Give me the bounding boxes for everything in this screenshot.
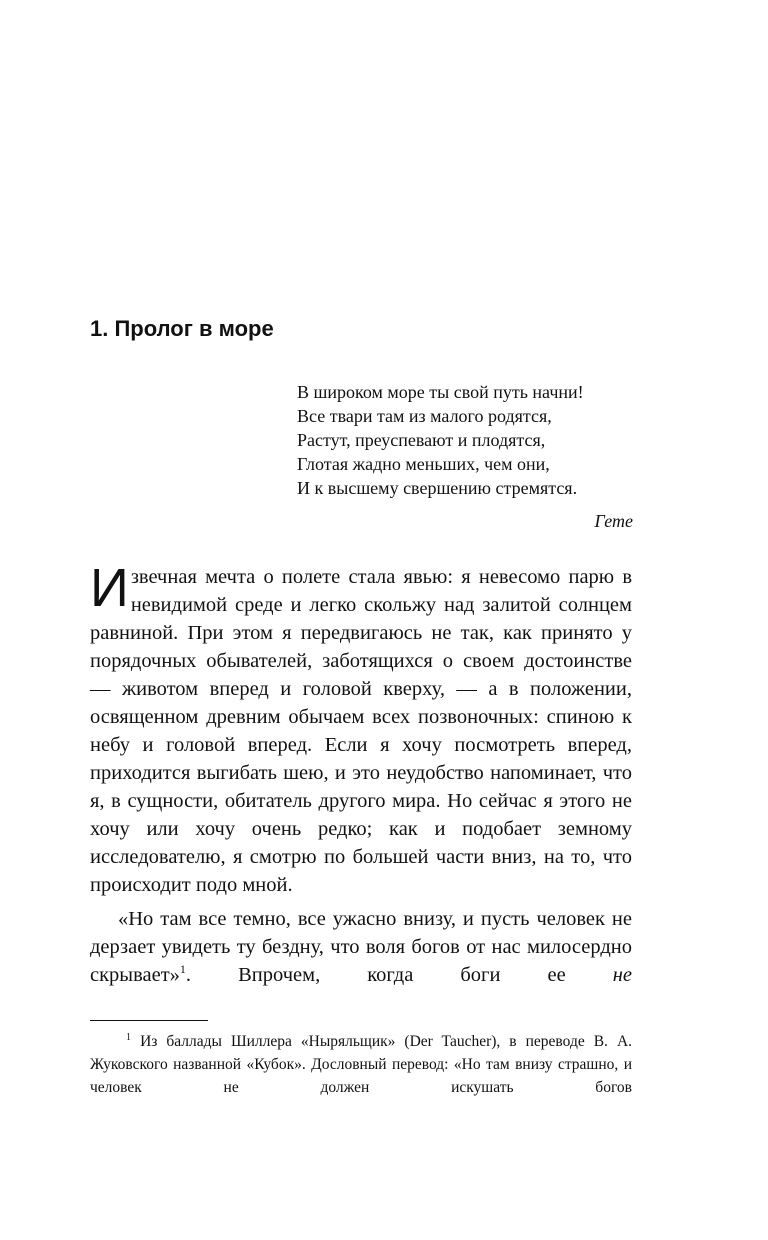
epigraph-author: Гете xyxy=(594,511,633,531)
footnote-mark: 1 xyxy=(126,1031,132,1043)
body-text xyxy=(90,558,632,989)
chapter-title: 1. Пролог в море xyxy=(90,316,274,341)
footnote-text: Из баллады Шиллера «Ныряльщик» (Der Taucher), в переводе В. А. Жуковского названной «Кубок». Дословный перевод: «Но там внизу страшно, и человек не должен искушать богов xyxy=(90,1033,633,1096)
drop-cap: И xyxy=(90,558,129,618)
epigraph-line: Растут, преуспевают и плодятся, xyxy=(297,430,546,450)
footnote-divider xyxy=(90,1020,208,1021)
paragraph-2-text-b: . Впрочем, когда боги ее xyxy=(185,964,613,986)
paragraph-1-text: звечная мечта о полете стала явью: я невесомо парю в невидимой среде и легко скольжу над залитой солнцем равниной. При этом я передвигаюсь не так, как принято у порядочных обывателей, заботящихся о своем достоинстве — животом вперед и головой кверху, — а в положении, освященном древним обычаем всех позвоночных: спиною к небу и головой вперед. Если я хочу посмотреть вперед, приходится выгибать шею, и это неудобство напоминает, что я, в сущности, обитатель другого мира. Но сейчас я этого не хочу или хочу очень редко; как и подобает земному исследователю, я смотрю по большей части вниз, на то, что происходит подо мной. xyxy=(90,566,632,896)
paragraph-2 xyxy=(90,905,632,989)
paragraph-2-italic: не xyxy=(612,964,632,986)
footnote xyxy=(90,1030,632,1099)
epigraph-line: И к высшему свершению стремятся. xyxy=(297,478,578,498)
footnote-reference: 1 xyxy=(179,962,186,977)
epigraph-line: В широком море ты свой путь начни! xyxy=(297,382,584,402)
epigraph xyxy=(297,380,633,533)
paragraph-2-text-a: «Но там все темно, все ужасно внизу, и пусть человек не дерзает увидеть ту бездну, что воля богов от нас милосердно скрывает» xyxy=(90,908,632,986)
epigraph-line: Все твари там из малого родятся, xyxy=(297,406,552,426)
paragraph-1 xyxy=(90,558,632,899)
epigraph-line: Глотая жадно меньших, чем они, xyxy=(297,454,550,474)
